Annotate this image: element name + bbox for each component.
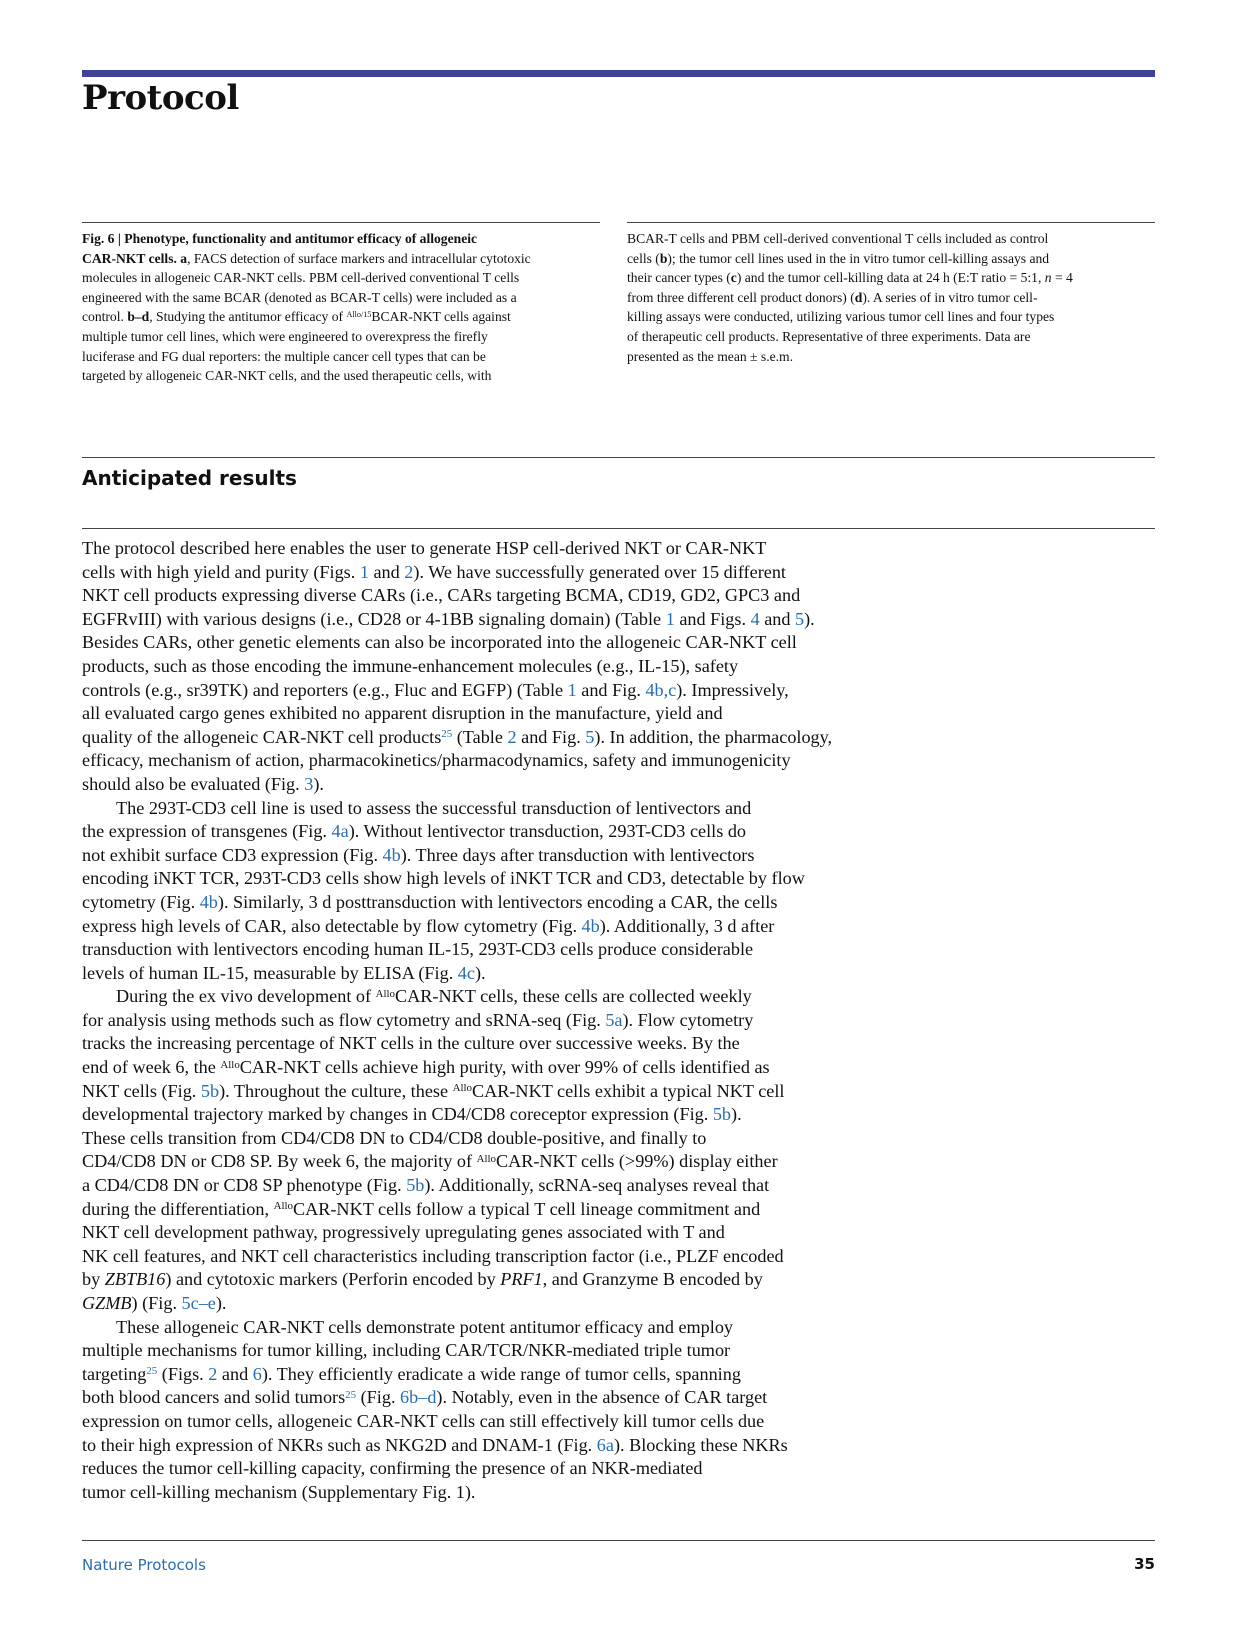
body-line <box>82 561 832 585</box>
body-text-run: by <box>82 1269 105 1290</box>
body-line <box>82 773 832 797</box>
figure-reference-link[interactable]: 1 <box>665 608 675 629</box>
body-line <box>82 867 832 891</box>
body-line <box>82 1080 832 1104</box>
body-line <box>82 1363 832 1387</box>
body-text-run: end of week 6, the <box>82 1057 221 1078</box>
body-line <box>82 962 832 986</box>
figure-reference-link[interactable]: 5 <box>585 726 595 747</box>
body-line <box>82 797 832 821</box>
figure-reference-link[interactable]: 1 <box>567 679 577 700</box>
body-line <box>82 679 832 703</box>
body-line <box>82 1150 832 1174</box>
body-line <box>82 1127 832 1151</box>
body-text-run: to their high expression of NKRs such as NKG2D and DNAM-1 (Fig. <box>82 1434 597 1455</box>
body-text-run: ). Similarly, 3 d posttransduction with lentivectors encoding a CAR, the cells <box>217 891 778 912</box>
body-text-run: ). <box>474 962 486 983</box>
body-line <box>82 891 832 915</box>
caption-text: cells ( <box>627 250 660 266</box>
caption-text: ) and the tumor cell-killing data at 24 h (E:T ratio = 5:1, <box>736 270 1045 286</box>
body-text-run: and Fig. <box>516 726 586 747</box>
body-text-run: ). Notably, even in the absence of CAR target <box>436 1387 768 1408</box>
body-text-run: and <box>368 561 405 582</box>
body-line <box>82 915 832 939</box>
body-text-run: not exhibit surface CD3 expression (Fig. <box>82 844 383 865</box>
caption-line <box>627 288 1073 308</box>
caption-top-rule-left <box>82 222 600 223</box>
figure-reference-link[interactable]: 5b <box>200 1080 220 1101</box>
figure-reference-link[interactable]: 5c–e <box>181 1293 216 1313</box>
body-line <box>82 1481 832 1505</box>
gene-name: ZBTB16 <box>104 1269 166 1290</box>
figure-reference-link[interactable]: 4 <box>750 608 760 629</box>
body-line <box>82 844 832 868</box>
figure-reference-link[interactable]: 4a <box>331 821 349 842</box>
body-text-run: CAR-NKT cells follow a typical T cell lineage commitment and <box>292 1198 761 1219</box>
body-line <box>82 985 832 1009</box>
header-accent-bar <box>82 70 1155 77</box>
body-line <box>82 820 832 844</box>
superscript-prefix: Allo <box>452 1082 472 1095</box>
figure-reference-link[interactable]: 1 <box>359 561 369 582</box>
body-text-run: NKT cells (Fig. <box>82 1080 201 1101</box>
body-text-run: and <box>759 608 796 629</box>
body-line <box>82 1198 832 1222</box>
figure-reference-link[interactable]: 6a <box>596 1434 614 1455</box>
body-text-run: transduction with lentivectors encoding human IL-15, 293T-CD3 cells produce considerable <box>82 939 754 960</box>
body-text-run: ). <box>804 608 815 629</box>
body-line <box>82 608 832 632</box>
body-text-run: , and Granzyme B encoded by <box>542 1269 763 1290</box>
body-text-run: both blood cancers and solid tumors <box>82 1387 346 1408</box>
caption-line <box>82 327 531 347</box>
body-text-run: a CD4/CD8 DN or CD8 SP phenotype (Fig. <box>82 1175 407 1196</box>
body-text-run: ). Additionally, 3 d after <box>599 915 775 936</box>
body-text-run: ). Impressively, <box>676 679 789 700</box>
body-line <box>82 1386 832 1410</box>
body-text-run: tumor cell-killing mechanism (Supplementary Fig. 1). <box>82 1481 476 1502</box>
caption-text: from three different cell product donors) ( <box>627 289 855 305</box>
body-text-run: the expression of transgenes (Fig. <box>82 821 332 842</box>
caption-text: multiple tumor cell lines, which were engineered to overexpress the firefly <box>82 328 488 344</box>
caption-line <box>82 347 531 367</box>
caption-text: ). A series of in vitro tumor cell- <box>862 289 1038 305</box>
caption-panel-label: c <box>730 270 737 286</box>
caption-text: = 4 <box>1051 270 1073 286</box>
body-text-run: express high levels of CAR, also detectable by flow cytometry (Fig. <box>82 915 582 936</box>
figure-reference-link[interactable]: 4b <box>382 844 401 865</box>
body-text-run: ). Three days after transduction with lentivectors <box>400 844 755 865</box>
body-text-run: all evaluated cargo genes exhibited no apparent disruption in the manufacture, yield and <box>82 703 723 724</box>
body-text-run: efficacy, mechanism of action, pharmacokinetics/pharmacodynamics, safety and immunogenicity <box>82 750 791 771</box>
caption-line <box>82 229 531 249</box>
body-text-run: ). Flow cytometry <box>622 1009 754 1030</box>
body-text-run: ). We have successfully generated over 15 different <box>413 561 786 582</box>
body-text-run: ). <box>313 773 324 794</box>
caption-text: n <box>1044 270 1052 286</box>
caption-line <box>82 249 531 269</box>
caption-line <box>82 288 531 308</box>
body-text-run: NKT cell products expressing diverse CARs (i.e., CARs targeting BCMA, CD19, GD2, GPC3 and <box>82 585 801 606</box>
gene-name: PRF1 <box>500 1269 543 1290</box>
caption-line <box>82 268 531 288</box>
body-text-run: cytometry (Fig. <box>82 891 200 912</box>
caption-text: their cancer types ( <box>627 270 731 286</box>
body-line <box>82 1457 832 1481</box>
caption-panel-label: d <box>854 289 863 305</box>
body-text-run: During the ex vivo development of <box>116 986 376 1007</box>
body-line <box>82 537 832 561</box>
body-text-run: (Table <box>452 726 508 747</box>
body-line <box>82 1009 832 1033</box>
figure-reference-link[interactable]: 3 <box>304 773 314 794</box>
body-line <box>82 1316 832 1340</box>
caption-line: killing assays were conducted, utilizing various tumor cell lines and four types <box>627 309 1055 325</box>
body-text-run: ). Blocking these NKRs <box>613 1434 788 1455</box>
body-text-run: for analysis using methods such as flow cytometry and sRNA-seq (Fig. <box>82 1009 606 1030</box>
figure-reference-link[interactable]: 5a <box>605 1009 623 1030</box>
caption-line <box>82 366 531 386</box>
body-text-run: multiple mechanisms for tumor killing, including CAR/TCR/NKR-mediated triple tumor <box>82 1340 731 1361</box>
body-text-run: These allogeneic CAR-NKT cells demonstrate potent antitumor efficacy and employ <box>116 1316 734 1337</box>
body-text-run: ). In addition, the pharmacology, <box>594 726 833 747</box>
body-line <box>82 1245 832 1269</box>
body-text-run: during the differentiation, <box>82 1198 274 1219</box>
caption-panel-label: b <box>659 250 668 266</box>
section-heading: Anticipated results <box>82 466 297 490</box>
body-line <box>82 726 832 750</box>
body-text-run: These cells transition from CD4/CD8 DN to CD4/CD8 double-positive, and finally to <box>82 1127 707 1148</box>
footer-page-number: 35 <box>1134 1555 1155 1573</box>
body-text-run: ). They efficiently eradicate a wide range of tumor cells, spanning <box>261 1363 741 1384</box>
body-text-run: cells with high yield and purity (Figs. <box>82 561 360 582</box>
figure-reference-link[interactable]: 2 <box>507 726 517 747</box>
figure-reference-link[interactable]: 6b–d <box>400 1387 437 1408</box>
body-text-run: and <box>217 1363 253 1384</box>
body-line <box>82 1410 832 1434</box>
caption-top-rule-right <box>627 222 1155 223</box>
body-line <box>82 631 832 655</box>
body-line <box>82 1032 832 1056</box>
footer-journal-name: Nature Protocols <box>82 1556 206 1574</box>
body-text-run: The 293T-CD3 cell line is used to assess the successful transduction of lentivectors and <box>116 797 752 818</box>
superscript-prefix: Allo <box>220 1058 240 1071</box>
body-line <box>82 749 832 773</box>
caption-title: CAR-NKT cells. a <box>82 250 188 266</box>
heading-top-rule <box>82 457 1155 458</box>
caption-text: luciferase and FG dual reporters: the multiple cancer cell types that can be <box>82 348 486 364</box>
caption-text: molecules in allogeneic CAR-NKT cells. PBM cell-derived conventional T cells <box>82 270 520 286</box>
figure-reference-link[interactable]: 5b <box>406 1175 425 1196</box>
superscript-prefix: Allo <box>273 1200 293 1213</box>
body-text-run: reduces the tumor cell-killing capacity, confirming the presence of an NKR-mediated <box>82 1458 703 1479</box>
body-text-run: expression on tumor cells, allogeneic CAR-NKT cells can still effectively kill tumor cells due <box>82 1410 765 1431</box>
body-text-run: The protocol described here enables the user to generate HSP cell-derived NKT or CAR-NKT <box>82 538 767 558</box>
body-text-run: ). Throughout the culture, these <box>219 1080 453 1101</box>
figure-reference-link[interactable]: 5b <box>712 1104 732 1125</box>
caption-text: , FACS detection of surface markers and intracellular cytotoxic <box>187 250 531 266</box>
body-text-run: products, such as those encoding the immune-enhancement molecules (e.g., IL-15), safety <box>82 655 739 676</box>
citation-superscript[interactable]: 25 <box>345 1388 357 1401</box>
caption-line <box>627 268 1073 288</box>
caption-text: engineered with the same BCAR (denoted as BCAR-T cells) were included as a <box>82 289 517 305</box>
body-line <box>82 655 832 679</box>
body-line <box>82 938 832 962</box>
figure-reference-link[interactable]: 4b <box>199 891 218 912</box>
caption-panel-label: b–d <box>127 309 150 325</box>
caption-line: BCAR-T cells and PBM cell-derived conventional T cells included as control <box>627 231 1049 246</box>
body-text-run: encoding iNKT TCR, 293T-CD3 cells show high levels of iNKT TCR and CD3, detectable by flow <box>82 868 805 889</box>
figure-reference-link[interactable]: 5 <box>795 608 805 629</box>
gene-name: GZMB <box>82 1293 132 1313</box>
body-text-run: NKT cell development pathway, progressively upregulating genes associated with T and <box>82 1222 725 1243</box>
body-text-run: ) and cytotoxic markers (Perforin encoded by <box>165 1269 501 1290</box>
body-text-run: tracks the increasing percentage of NKT cells in the culture over successive weeks. By the <box>82 1033 740 1054</box>
superscript-prefix: Allo <box>476 1152 496 1165</box>
body-text-run: quality of the allogeneic CAR-NKT cell products <box>82 726 442 747</box>
body-text-run: EGFRvIII) with various designs (i.e., CD28 or 4-1BB signaling domain) (Table <box>82 608 666 629</box>
body-text-run: CAR-NKT cells achieve high purity, with over 99% of cells identified as <box>239 1057 770 1078</box>
caption-text: control. <box>82 309 128 325</box>
caption-line: presented as the mean ± s.e.m. <box>627 348 793 364</box>
body-text-run: (Figs. <box>157 1363 209 1384</box>
body-line <box>82 1268 832 1292</box>
body-text-run: (Fig. <box>356 1387 401 1408</box>
figure-reference-link[interactable]: 4b,c <box>645 679 677 700</box>
caption-line <box>82 307 531 327</box>
caption-text: ); the tumor cell lines used in the in vitro tumor cell-killing assays and <box>667 250 1050 266</box>
body-text-run: ). Without lentivector transduction, 293T-CD3 cells do <box>348 821 747 842</box>
caption-superscript: Allo/15 <box>346 310 372 320</box>
body-text-run: levels of human IL-15, measurable by ELISA (Fig. <box>82 962 458 983</box>
body-line <box>82 1434 832 1458</box>
figure-reference-link[interactable]: 4c <box>457 962 475 983</box>
figure-reference-link[interactable]: 2 <box>404 561 414 582</box>
citation-superscript[interactable]: 25 <box>146 1365 158 1378</box>
body-text-run: developmental trajectory marked by changes in CD4/CD8 coreceptor expression (Fig. <box>82 1104 713 1125</box>
body-text-run: CAR-NKT cells exhibit a typical NKT cell <box>471 1080 785 1101</box>
body-line <box>82 1103 832 1127</box>
body-line <box>82 1056 832 1080</box>
body-text-run: ). Additionally, scRNA-seq analyses reveal that <box>424 1175 770 1196</box>
body-line <box>82 1339 832 1363</box>
heading-bottom-rule <box>82 528 1155 529</box>
figure-caption-right <box>627 229 1073 366</box>
body-line <box>82 584 832 608</box>
body-text-run: CAR-NKT cells, these cells are collected weekly <box>395 986 752 1007</box>
body-text-run: targeting <box>82 1363 147 1384</box>
caption-text: BCAR-NKT cells against <box>371 309 511 325</box>
caption-line <box>627 249 1073 269</box>
footer-rule <box>82 1540 1155 1541</box>
body-text-run: controls (e.g., sr39TK) and reporters (e.g., Fluc and EGFP) (Table <box>82 679 568 700</box>
figure-reference-link[interactable]: 4b <box>581 915 600 936</box>
body-text-run: CD4/CD8 DN or CD8 SP. By week 6, the majority of <box>82 1151 477 1172</box>
caption-title: Fig. 6 | Phenotype, functionality and antitumor efficacy of allogeneic <box>82 231 478 246</box>
figure-reference-link[interactable]: 2 <box>208 1363 218 1384</box>
body-text-run: ) (Fig. <box>131 1293 182 1313</box>
body-text-run: and Figs. <box>674 608 751 629</box>
body-text-run: CAR-NKT cells (>99%) display either <box>495 1151 778 1172</box>
body-line <box>82 1292 832 1316</box>
body-line <box>82 1174 832 1198</box>
caption-text: , Studying the antitumor efficacy of <box>149 309 347 325</box>
figure-caption-left <box>82 229 531 386</box>
section-title: Protocol <box>82 78 239 118</box>
citation-superscript[interactable]: 25 <box>441 728 453 741</box>
body-text <box>82 537 832 1504</box>
body-line <box>82 702 832 726</box>
body-line <box>82 1221 832 1245</box>
body-text-run: ). <box>215 1293 227 1313</box>
superscript-prefix: Allo <box>375 987 396 1000</box>
caption-line: of therapeutic cell products. Representative of three experiments. Data are <box>627 328 1031 344</box>
body-text-run: Besides CARs, other genetic elements can also be incorporated into the allogeneic CAR-NKT cell <box>82 632 797 653</box>
body-text-run: ). <box>731 1104 742 1125</box>
body-text-run: NK cell features, and NKT cell characteristics including transcription factor (i.e., PLZF encoded <box>82 1245 784 1266</box>
figure-reference-link[interactable]: 6 <box>252 1363 262 1384</box>
body-text-run: and Fig. <box>576 679 646 700</box>
caption-text: targeted by allogeneic CAR-NKT cells, and the used therapeutic cells, with <box>82 368 492 384</box>
body-text-run: should also be evaluated (Fig. <box>82 773 305 794</box>
